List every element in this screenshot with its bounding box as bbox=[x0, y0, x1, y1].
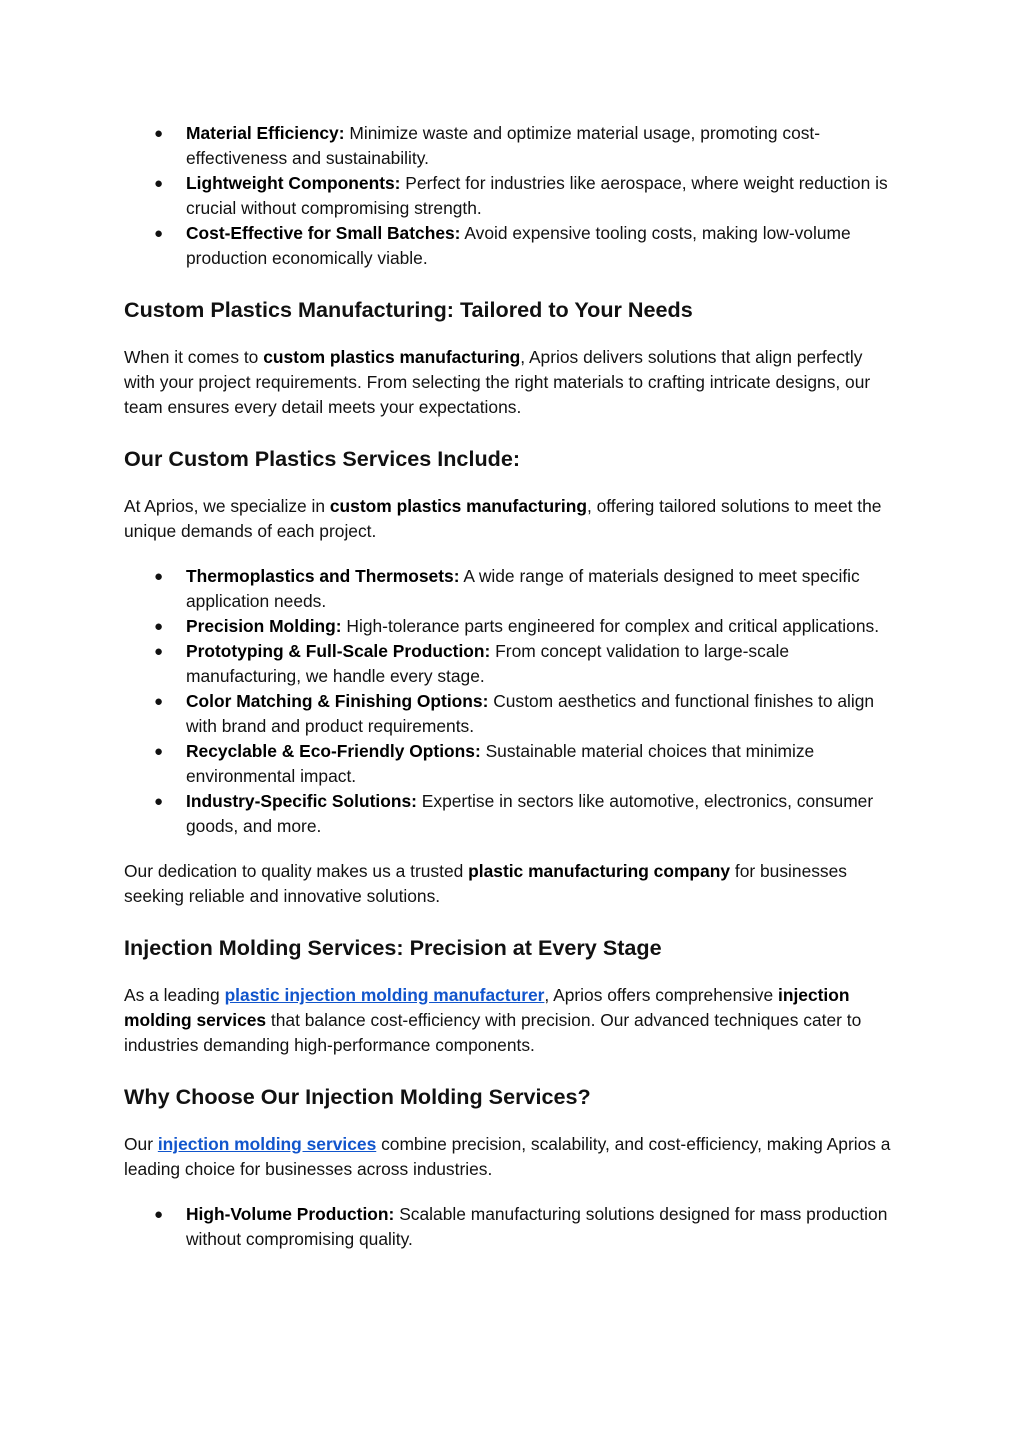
list-item bbox=[186, 639, 894, 689]
text-run: At Aprios, we specialize in bbox=[124, 496, 330, 516]
text-run: , Aprios offers comprehensive bbox=[544, 985, 779, 1005]
list-item bbox=[186, 689, 894, 739]
section-heading: Why Choose Our Injection Molding Services? bbox=[124, 1084, 591, 1109]
item-text: Custom aesthetics and functional finishes to align with brand and product requirements. bbox=[186, 691, 875, 736]
item-label: Prototyping & Full-Scale Production: bbox=[186, 641, 491, 661]
list-item bbox=[186, 789, 894, 839]
document-page bbox=[124, 121, 894, 1252]
item-text: Perfect for industries like aerospace, where weight reduction is crucial without compromising strength. bbox=[186, 173, 888, 218]
services-list bbox=[124, 564, 894, 839]
text-run: for businesses seeking reliable and innovative solutions. bbox=[124, 861, 847, 906]
item-label: High-Volume Production: bbox=[186, 1204, 395, 1224]
injection-molding-services-link[interactable]: injection molding services bbox=[157, 1134, 377, 1154]
benefits-list bbox=[124, 121, 894, 271]
list-item bbox=[186, 171, 894, 221]
item-text: Sustainable material choices that minimize environmental impact. bbox=[186, 741, 815, 786]
why-list bbox=[124, 1202, 894, 1252]
paragraph bbox=[124, 983, 894, 1058]
paragraph bbox=[124, 345, 894, 420]
item-text: High-tolerance parts engineered for complex and critical applications. bbox=[341, 616, 880, 636]
list-item bbox=[186, 121, 894, 171]
text-run: , Aprios delivers solutions that align perfectly with your project requirements. From selecting the right materials to crafting intricate designs, our team ensures every detail meets your expectations. bbox=[124, 347, 871, 417]
bold-text: custom plastics manufacturing bbox=[329, 496, 587, 516]
bold-text: custom plastics manufacturing bbox=[263, 347, 521, 367]
plastic-injection-molding-manufacturer-link[interactable]: plastic injection molding manufacturer bbox=[224, 985, 545, 1005]
text-run: , offering tailored solutions to meet the unique demands of each project. bbox=[124, 496, 882, 541]
section-heading: Custom Plastics Manufacturing: Tailored to Your Needs bbox=[124, 297, 693, 322]
item-label: Cost-Effective for Small Batches: bbox=[186, 223, 461, 243]
list-item bbox=[186, 564, 894, 614]
text-run: As a leading bbox=[124, 985, 225, 1005]
text-run: combine precision, scalability, and cost-efficiency, making Aprios a leading choice for businesses across industries. bbox=[124, 1134, 891, 1179]
item-text: Minimize waste and optimize material usage, promoting cost-effectiveness and sustainability. bbox=[186, 123, 821, 168]
item-text: Avoid expensive tooling costs, making low-volume production economically viable. bbox=[186, 223, 851, 268]
list-item bbox=[186, 739, 894, 789]
list-item bbox=[186, 221, 894, 271]
list-item bbox=[186, 614, 894, 639]
paragraph bbox=[124, 859, 894, 909]
item-text: From concept validation to large-scale manufacturing, we handle every stage. bbox=[186, 641, 790, 686]
text-run: Our dedication to quality makes us a trusted bbox=[124, 861, 469, 881]
paragraph bbox=[124, 1132, 894, 1182]
item-text: A wide range of materials designed to meet specific application needs. bbox=[186, 566, 860, 611]
list-item bbox=[186, 1202, 894, 1252]
paragraph bbox=[124, 494, 894, 544]
item-text: Scalable manufacturing solutions designed for mass production without compromising quality. bbox=[186, 1204, 888, 1249]
section-heading: Our Custom Plastics Services Include: bbox=[124, 446, 521, 471]
text-run: Our bbox=[124, 1134, 158, 1154]
section-heading: Injection Molding Services: Precision at Every Stage bbox=[124, 935, 662, 960]
bold-text: injection molding services bbox=[124, 985, 850, 1030]
bold-text: plastic manufacturing company bbox=[468, 861, 731, 881]
item-label: Precision Molding: bbox=[186, 616, 342, 636]
item-label: Industry-Specific Solutions: bbox=[186, 791, 417, 811]
text-run: that balance cost-efficiency with precision. Our advanced techniques cater to industries demanding high-performance components. bbox=[124, 1010, 862, 1055]
text-run: When it comes to bbox=[124, 347, 264, 367]
item-label: Recyclable & Eco-Friendly Options: bbox=[186, 741, 481, 761]
item-label: Lightweight Components: bbox=[186, 173, 401, 193]
item-label: Color Matching & Finishing Options: bbox=[186, 691, 489, 711]
item-label: Thermoplastics and Thermosets: bbox=[186, 566, 460, 586]
item-text: Expertise in sectors like automotive, electronics, consumer goods, and more. bbox=[186, 791, 874, 836]
item-label: Material Efficiency: bbox=[186, 123, 345, 143]
